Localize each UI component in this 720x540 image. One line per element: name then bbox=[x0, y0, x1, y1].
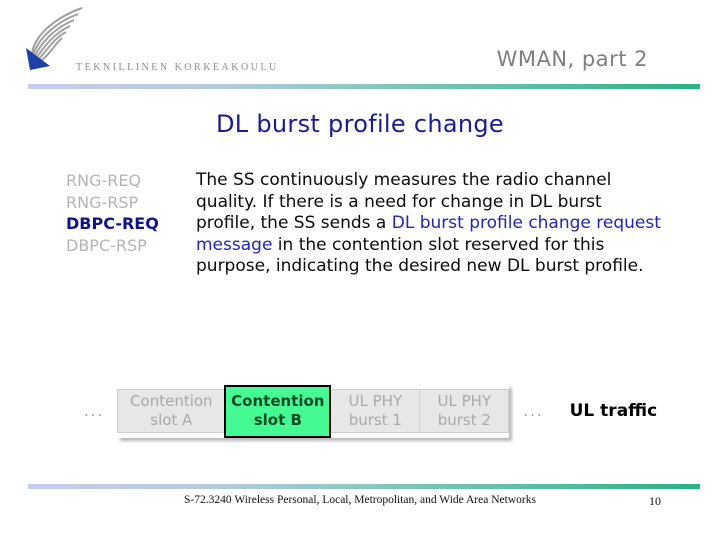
slot-contention-a bbox=[117, 389, 225, 433]
slot-label-line1: Contention bbox=[231, 392, 325, 410]
list-item-rng-rsp: RNG-RSP bbox=[66, 192, 139, 212]
footer-divider bbox=[28, 484, 700, 489]
message-list bbox=[66, 170, 159, 256]
header-divider bbox=[28, 84, 700, 89]
deck-title: WMAN, part 2 bbox=[496, 47, 648, 71]
slot-label-line2: burst 2 bbox=[437, 411, 491, 429]
list-item-dbpc-req: DBPC-REQ bbox=[66, 214, 159, 233]
paragraph-segment-2: in the contention slot reserved for this purpose, indicating the desired new DL burst profile. bbox=[196, 234, 644, 276]
tkk-logo-text: TEKNILLINEN KORKEAKOULU bbox=[76, 62, 279, 73]
slot-label-line2: burst 1 bbox=[348, 411, 402, 429]
ul-frame-diagram bbox=[84, 383, 657, 439]
slot-contention-b-highlighted bbox=[224, 385, 331, 438]
left-ellipsis: ... bbox=[84, 402, 105, 420]
paragraph-emphasis: DL burst profile change request message bbox=[196, 213, 661, 255]
slot-label-line2: slot B bbox=[253, 411, 302, 429]
right-ellipsis: ... bbox=[523, 402, 544, 420]
body-paragraph bbox=[196, 170, 662, 278]
slot-label-line1: UL PHY bbox=[437, 392, 492, 410]
footer-course-name: S-72.3240 Wireless Personal, Local, Metropolitan, and Wide Area Networks bbox=[184, 494, 536, 506]
paragraph-segment-1: The SS continuously measures the radio channel quality. If there is a need for change in DL burst profile, the SS sends a bbox=[196, 170, 612, 233]
slot-ul-phy-burst-1 bbox=[330, 389, 420, 433]
slot-strip bbox=[117, 385, 509, 438]
slot-label-line1: UL PHY bbox=[348, 392, 403, 410]
ul-traffic-label: UL traffic bbox=[569, 401, 658, 421]
slide-title: DL burst profile change bbox=[216, 110, 504, 138]
slot-ul-phy-burst-2 bbox=[419, 389, 509, 433]
slot-label-line2: slot A bbox=[150, 411, 193, 429]
list-item-rng-req: RNG-REQ bbox=[66, 171, 142, 190]
slot-label-line1: Contention bbox=[130, 392, 213, 410]
list-item-dbpc-rsp: DBPC-RSP bbox=[66, 235, 147, 255]
page-number: 10 bbox=[649, 494, 661, 508]
